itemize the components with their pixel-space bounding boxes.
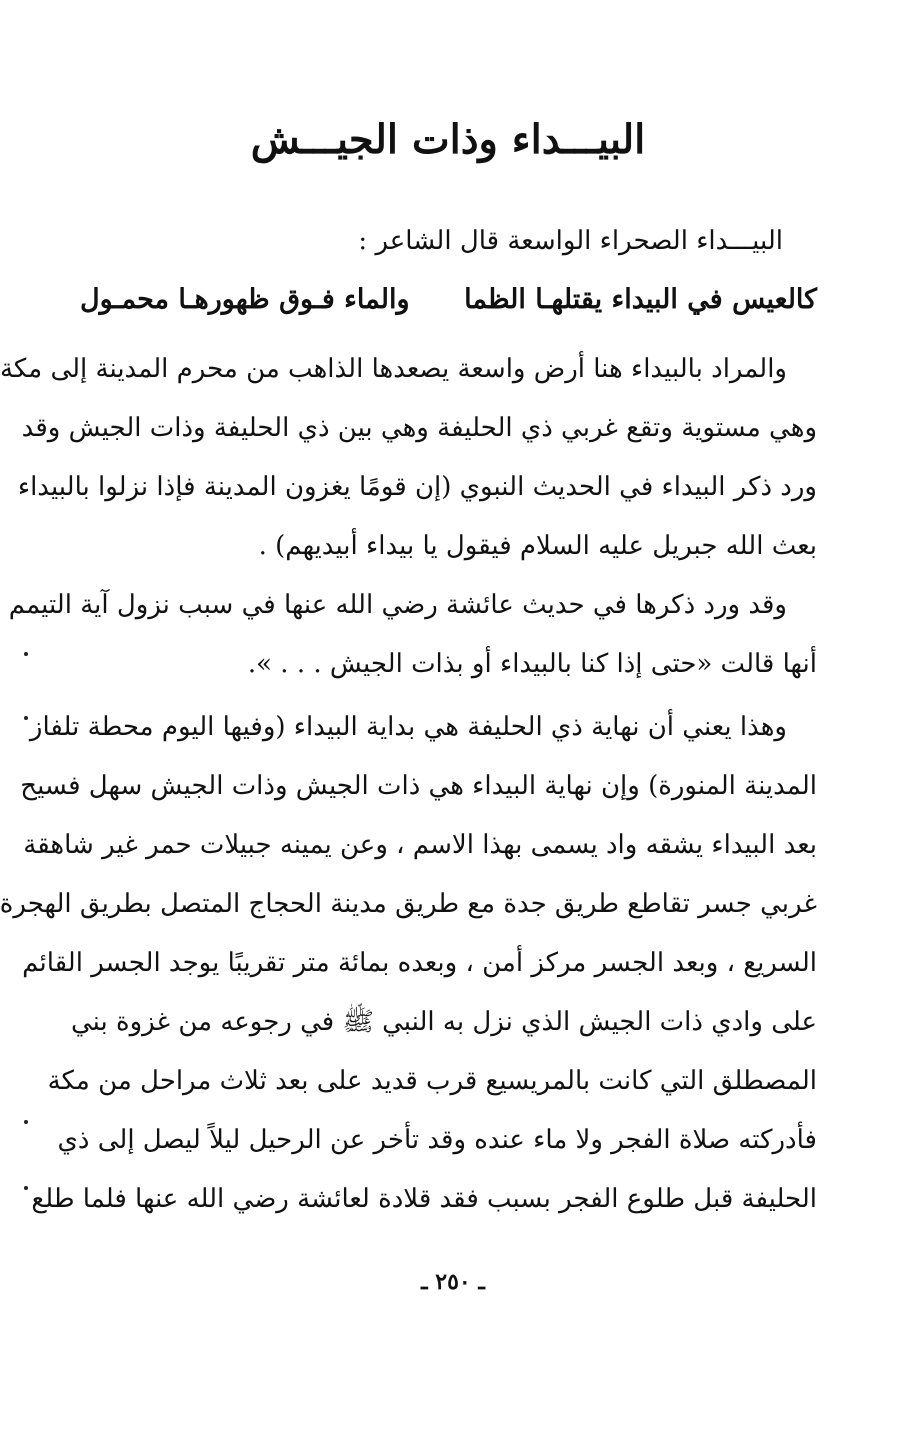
paragraph-line: السريع ، وبعد الجسر مركز أمن ، وبعده بمائة متر تقريبًا يوجد الجسر القائم xyxy=(22,948,817,978)
paragraph-line: وقد ورد ذكرها في حديث عائشة رضي الله عنها في سبب نزول آية التيمم xyxy=(8,590,787,620)
paragraph-line: المصطلق التي كانت بالمريسيع قرب قديد على بعد ثلاث مراحل من مكة xyxy=(47,1066,817,1096)
page-title: البيـــداء وذات الجيـــش xyxy=(250,116,646,163)
poetry-verse xyxy=(80,270,817,330)
paragraph-line: المدينة المنورة) وإن نهاية البيداء هي ذات الجيش وذات الجيش سهل فسيح xyxy=(20,771,817,801)
page-number: ـ ٢٥٠ ـ xyxy=(421,1269,485,1295)
intro-line xyxy=(80,212,783,271)
verse-first-hemistich: كالعيس في البيداء يقتلهـا الظما xyxy=(464,284,817,315)
paragraph-line: بعث الله جبريل عليه السلام فيقول يا بيداء أبيديهم) . xyxy=(258,531,817,561)
paragraph-line: على وادي ذات الجيش الذي نزل به النبي ﷺ في رجوعه من غزوة بني xyxy=(70,1007,817,1037)
paragraph-line: وهي مستوية وتقع غربي ذي الحليفة وهي بين ذي الحليفة وذات الجيش وقد xyxy=(21,413,817,443)
scan-margin-mark xyxy=(24,716,28,720)
paragraph-line: وهذا يعني أن نهاية ذي الحليفة هي بداية البيداء (وفيها اليوم محطة تلفاز xyxy=(29,712,787,742)
intro-text: البيـــداء الصحراء الواسعة قال الشاعر : xyxy=(358,226,783,256)
paragraph-line: أنها قالت «حتى إذا كنا بالبيداء أو بذات الجيش . . . ». xyxy=(247,649,817,679)
scan-margin-mark xyxy=(24,1186,28,1190)
paragraph-line: فأدركته صلاة الفجر ولا ماء عنده وقد تأخر عن الرحيل ليلاً ليصل إلى ذي xyxy=(57,1125,817,1155)
paragraph-3 xyxy=(0,698,817,1229)
paragraph-line: الحليفة قبل طلوع الفجر بسبب فقد قلادة لعائشة رضي الله عنها فلما طلع xyxy=(31,1184,817,1214)
paragraph-line: والمراد بالبيداء هنا أرض واسعة يصعدها الذاهب من محرم المدينة إلى مكة xyxy=(0,354,787,384)
scan-margin-mark xyxy=(24,652,28,656)
paragraph-line: بعد البيداء يشقه واد يسمى بهذا الاسم ، وعن يمينه جبيلات حمر غير شاهقة xyxy=(23,830,817,860)
paragraph-line: ورد ذكر البيداء في الحديث النبوي (إن قومًا يغزون المدينة فإذا نزلوا بالبيداء xyxy=(17,472,817,502)
scan-margin-mark xyxy=(24,1120,28,1124)
paragraph-1 xyxy=(0,340,817,576)
paragraph-2 xyxy=(8,576,817,694)
verse-second-hemistich: والماء فـوق ظهورهـا محمـول xyxy=(80,284,410,315)
paragraph-line: غربي جسر تقاطع طريق جدة مع طريق مدينة الحجاج المتصل بطريق الهجرة xyxy=(0,889,817,919)
